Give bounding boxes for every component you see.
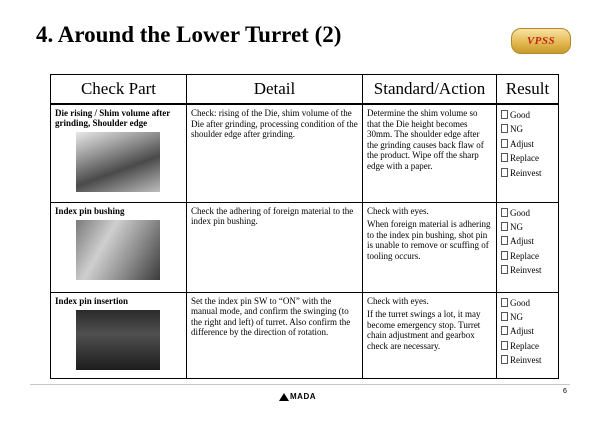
checkbox-icon[interactable] bbox=[501, 153, 508, 162]
table-header-row bbox=[51, 75, 559, 105]
standard-text: If the turret swings a lot, it may become emergency stop. Turret chain adjustment and gearbox check are necessary. bbox=[367, 309, 481, 351]
result-option[interactable]: Reinvest bbox=[501, 166, 554, 180]
result-option[interactable]: Good bbox=[501, 206, 554, 220]
checkbox-icon[interactable] bbox=[501, 265, 508, 274]
standard-text: When foreign material is adhering to the index pin bushing, shot pin is unable to remove or scuffing of tooling occurs. bbox=[367, 219, 491, 261]
checkbox-icon[interactable] bbox=[501, 341, 508, 350]
checkbox-icon[interactable] bbox=[501, 110, 508, 119]
check-part-name: Index pin insertion bbox=[55, 295, 129, 306]
check-part-name: Index pin bushing bbox=[55, 205, 125, 216]
header-detail: Detail bbox=[187, 75, 363, 105]
result-option[interactable]: Reinvest bbox=[501, 263, 554, 277]
result-option[interactable]: NG bbox=[501, 220, 554, 234]
insertion-photo bbox=[76, 310, 160, 370]
brand-text: MADA bbox=[290, 392, 316, 401]
standard-text: Determine the shim volume so that the Die height becomes 30mm. The shoulder edge after the grinding causes back flaw of the product. Wipe off the sharp edge with a paper. bbox=[367, 108, 484, 171]
logo-text: VPSS bbox=[526, 34, 556, 47]
checkbox-icon[interactable] bbox=[501, 251, 508, 260]
result-option[interactable]: Adjust bbox=[501, 324, 554, 338]
header-standard-action: Standard/Action bbox=[363, 75, 497, 105]
slide-title: 4. Around the Lower Turret (2) bbox=[36, 22, 342, 47]
checkbox-icon[interactable] bbox=[501, 124, 508, 133]
checkbox-icon[interactable] bbox=[501, 222, 508, 231]
standard-cell bbox=[363, 292, 497, 378]
footer-divider bbox=[30, 384, 570, 385]
result-option[interactable]: Replace bbox=[501, 339, 554, 353]
amada-triangle-icon bbox=[279, 393, 289, 401]
result-option[interactable]: Good bbox=[501, 108, 554, 122]
detail-cell: Check: rising of the Die, shim volume of the Die after grinding, processing condition of the shoulder edge after grinding. bbox=[187, 104, 363, 202]
amada-logo bbox=[279, 392, 316, 401]
check-part-cell bbox=[51, 202, 187, 292]
checkbox-icon[interactable] bbox=[501, 139, 508, 148]
result-option[interactable]: Replace bbox=[501, 249, 554, 263]
standard-cell bbox=[363, 104, 497, 202]
detail-cell: Set the index pin SW to “ON” with the manual mode, and confirm the swinging (to the right and left) of turret. Also confirm the difference by the direction of rotation. bbox=[187, 292, 363, 378]
checkbox-icon[interactable] bbox=[501, 298, 508, 307]
result-option[interactable]: Good bbox=[501, 296, 554, 310]
checkbox-icon[interactable] bbox=[501, 168, 508, 177]
page-number: 6 bbox=[563, 388, 567, 395]
result-cell bbox=[497, 104, 559, 202]
checkbox-icon[interactable] bbox=[501, 312, 508, 321]
checkbox-icon[interactable] bbox=[501, 355, 508, 364]
table-row bbox=[51, 202, 559, 292]
header-check-part: Check Part bbox=[51, 75, 187, 105]
standard-text: Check with eyes. bbox=[367, 205, 429, 216]
result-option[interactable]: Adjust bbox=[501, 137, 554, 151]
checkbox-icon[interactable] bbox=[501, 236, 508, 245]
check-part-name: Die rising / Shim volume after grinding, Shoulder edge bbox=[55, 108, 171, 128]
result-cell bbox=[497, 292, 559, 378]
table-row bbox=[51, 292, 559, 378]
detail-cell: Check the adhering of foreign material to the index pin bushing. bbox=[187, 202, 363, 292]
standard-text: Check with eyes. bbox=[367, 295, 429, 306]
result-option[interactable]: NG bbox=[501, 122, 554, 136]
standard-cell bbox=[363, 202, 497, 292]
table-row bbox=[51, 104, 559, 202]
result-option[interactable]: NG bbox=[501, 310, 554, 324]
die-photo bbox=[76, 132, 160, 192]
header-result: Result bbox=[497, 75, 559, 105]
check-part-cell bbox=[51, 104, 187, 202]
result-option[interactable]: Replace bbox=[501, 151, 554, 165]
check-part-cell bbox=[51, 292, 187, 378]
result-option[interactable]: Adjust bbox=[501, 234, 554, 248]
checkbox-icon[interactable] bbox=[501, 208, 508, 217]
result-option[interactable]: Reinvest bbox=[501, 353, 554, 367]
check-table bbox=[50, 74, 559, 379]
checkbox-icon[interactable] bbox=[501, 326, 508, 335]
vpss-logo bbox=[511, 28, 571, 54]
result-cell bbox=[497, 202, 559, 292]
bushing-photo bbox=[76, 220, 160, 280]
